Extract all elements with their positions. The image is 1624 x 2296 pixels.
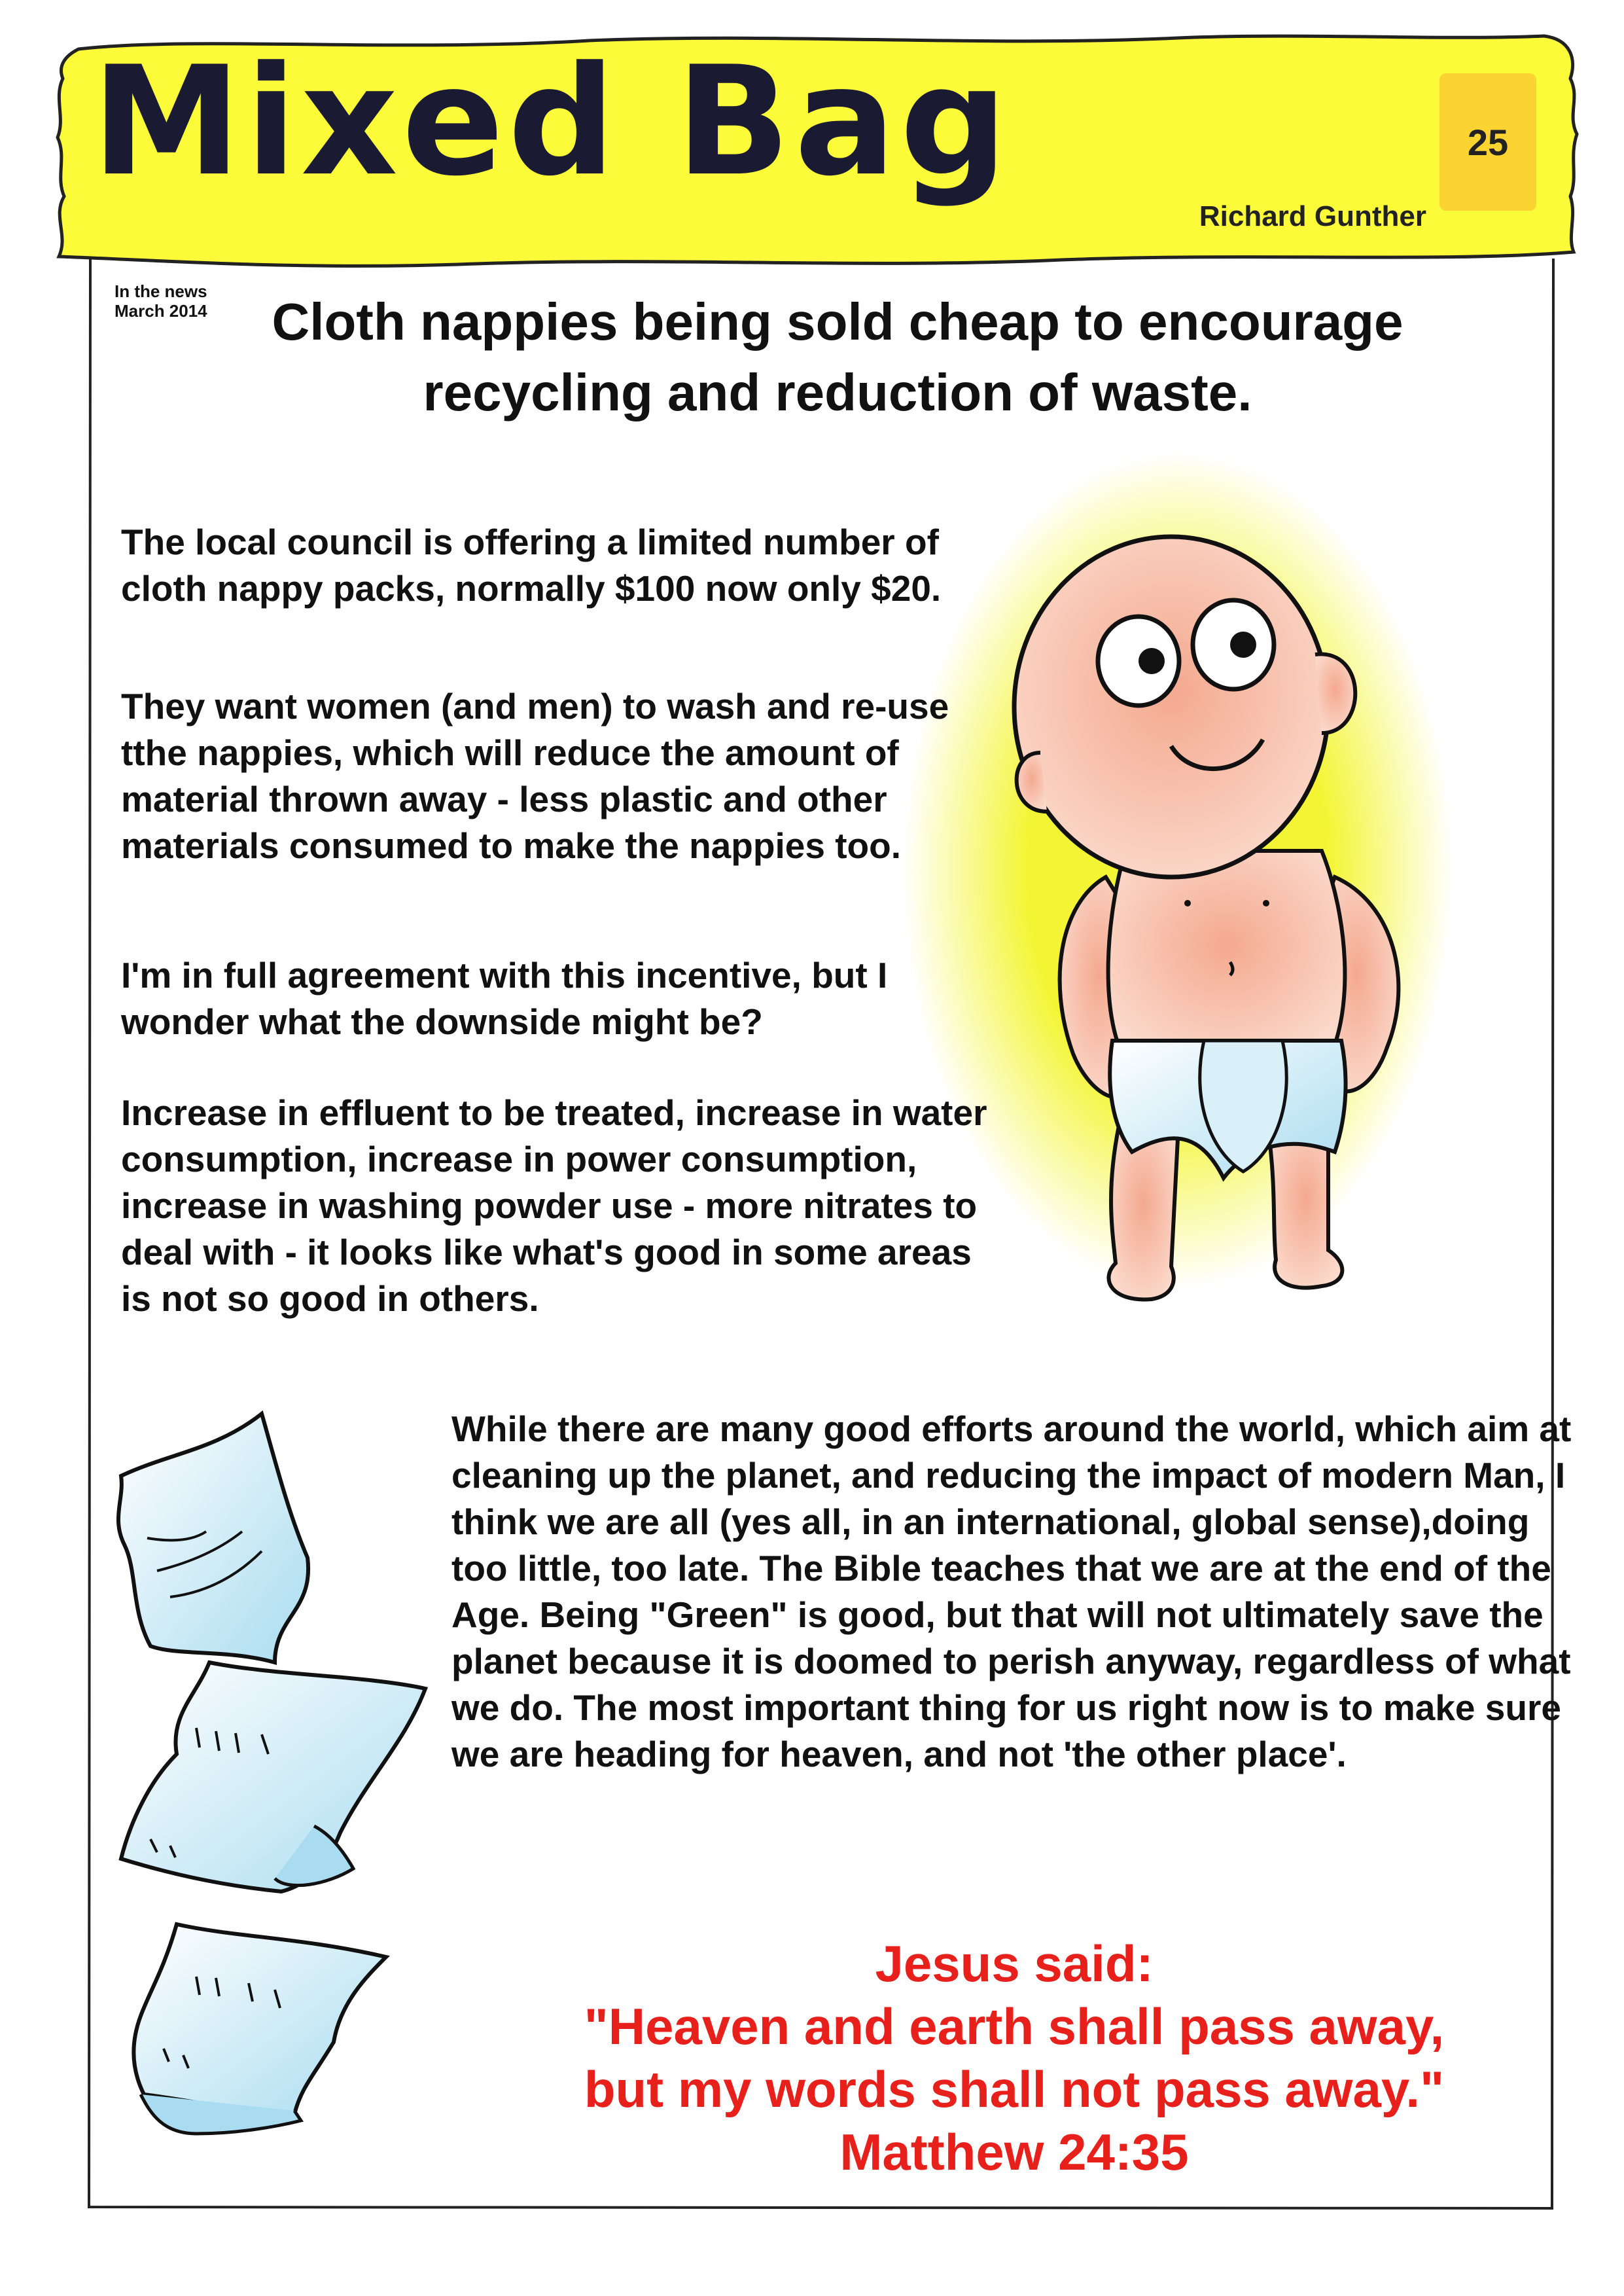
author-name: Richard Gunther <box>1199 200 1426 232</box>
date-label: March 2014 <box>115 301 207 321</box>
folded-cloth-nappy-icon <box>133 1924 386 2134</box>
article-paragraph: While there are many good efforts around the world, which aim at cleaning up the planet, and reducing the impact of modern Man, I think we are all (yes all, in an international, global sense),doing too little, too late. The Bible teaches that we are at the end of the Age. Being "Green" is good, but that will not ultimately save the planet because it is doomed to perish anyway, regardless of what we do. The most important thing for us right now is to make sure we are heading for heaven, and not 'the other place'. <box>451 1408 1572 1774</box>
quote-line: but my words shall not pass away." <box>584 2060 1445 2118</box>
article-paragraph: Increase in effluent to be treated, increase in water consumption, increase in power consumption, increase in washing powder use - more nitrates to deal with - it looks like what's good in some areas is not so good in others. <box>121 1092 987 1319</box>
quote-reference: Matthew 24:35 <box>839 2123 1189 2181</box>
magazine-title: Mixed Bag <box>92 35 1012 209</box>
news-date-label <box>115 281 207 321</box>
folded-cloth-nappy-icon <box>118 1414 308 1662</box>
quote-intro: Jesus said: <box>875 1935 1154 1992</box>
page-number-badge: 25 <box>1439 73 1536 211</box>
article-paragraph: They want women (and men) to wash and re-use tthe nappies, which will reduce the amount of material thrown away - less plastic and other materials consumed to make the nappies too. <box>121 686 949 866</box>
quote-line: "Heaven and earth shall pass away, <box>584 1998 1445 2055</box>
article-paragraph: The local council is offering a limited number of cloth nappy packs, normally $100 now only $20. <box>121 522 942 609</box>
news-label: In the news <box>115 281 207 301</box>
article-headline: Cloth nappies being sold cheap to encourage recycling and reduction of waste. <box>272 293 1403 422</box>
folded-cloth-nappy-icon <box>121 1662 425 1892</box>
article-paragraph: I'm in full agreement with this incentive, but I wonder what the downside might be? <box>121 955 888 1042</box>
bible-quote <box>419 1932 1610 2183</box>
